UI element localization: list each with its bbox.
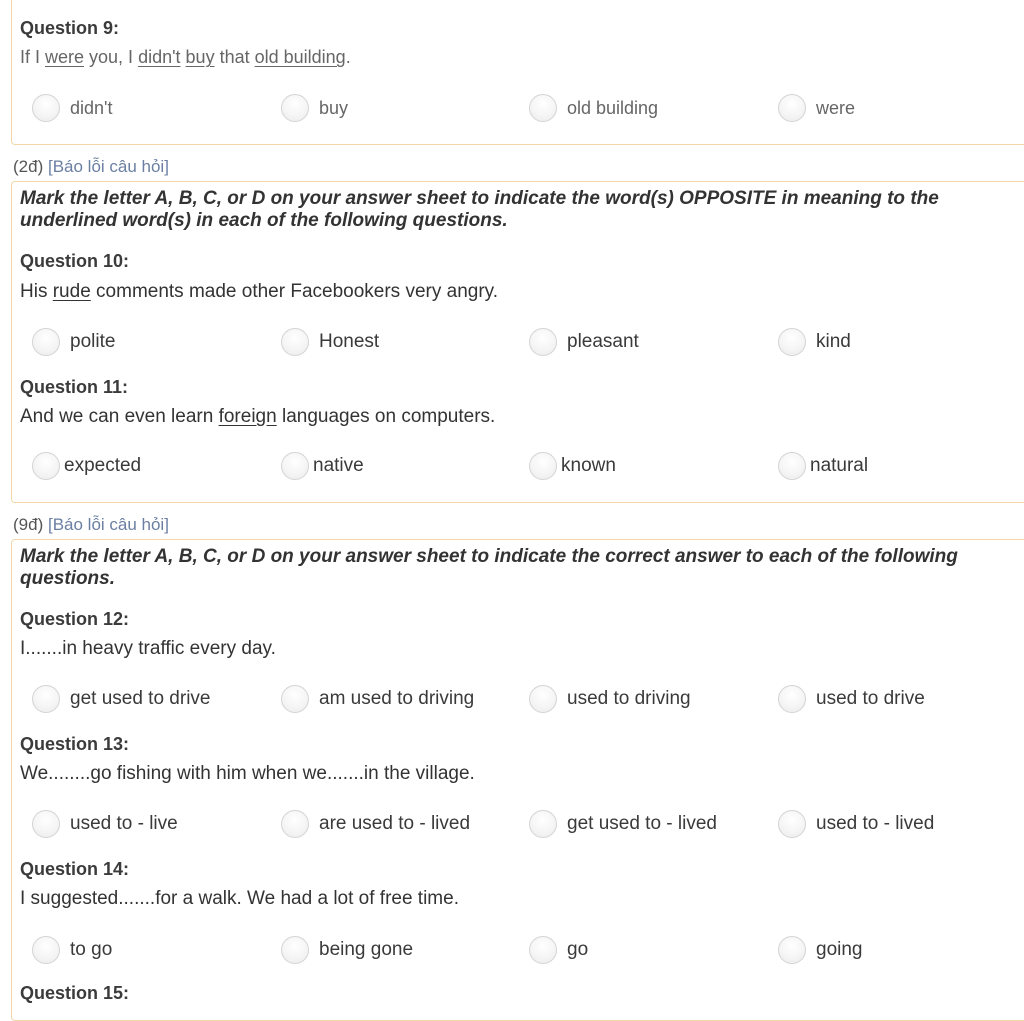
radio-button[interactable] (281, 452, 309, 480)
radio-button[interactable] (778, 94, 806, 122)
q12-option-b[interactable]: am used to driving (281, 685, 474, 713)
q12-option-a[interactable]: get used to drive (32, 685, 210, 713)
report-question-link[interactable]: [Báo lỗi câu hỏi] (47, 157, 169, 176)
q14-option-a[interactable]: to go (32, 936, 112, 964)
q10-option-d[interactable]: kind (778, 328, 851, 356)
q10-option-a[interactable]: polite (32, 328, 115, 356)
report-question-link[interactable]: [Báo lỗi câu hỏi] (47, 515, 169, 534)
radio-button[interactable] (529, 452, 557, 480)
q9-option-c[interactable]: old building (529, 94, 658, 122)
radio-button[interactable] (529, 94, 557, 122)
section-2-instruction: Mark the letter A, B, C, or D on your answer sheet to indicate the word(s) OPPOSITE in meaning to the underlined word(s) in each of the following questions. (20, 188, 939, 231)
question-10-title: Question 10: (20, 251, 130, 271)
radio-button[interactable] (281, 94, 309, 122)
q11-option-b[interactable]: native (281, 452, 364, 480)
q14-option-c[interactable]: go (529, 936, 588, 964)
q10-option-b[interactable]: Honest (281, 328, 379, 356)
radio-button[interactable] (32, 328, 60, 356)
radio-button[interactable] (778, 685, 806, 713)
q14-option-d[interactable]: going (778, 936, 863, 964)
radio-button[interactable] (529, 936, 557, 964)
question-13-title: Question 13: (20, 734, 130, 754)
question-11-text: And we can even learn foreign languages on computers. (20, 406, 496, 427)
section-points: (9đ) (13, 515, 44, 534)
question-panel-1 (11, 0, 1024, 145)
radio-button[interactable] (778, 810, 806, 838)
question-15-title: Question 15: (20, 983, 130, 1003)
q9-option-d[interactable]: were (778, 94, 855, 122)
radio-button[interactable] (32, 936, 60, 964)
radio-button[interactable] (281, 936, 309, 964)
section-points: (2đ) (13, 157, 44, 176)
q10-option-c[interactable]: pleasant (529, 328, 639, 356)
q11-option-c[interactable]: known (529, 452, 616, 480)
question-12-text: I.......in heavy traffic every day. (20, 638, 276, 659)
question-14-text: I suggested.......for a walk. We had a lot of free time. (20, 888, 459, 909)
radio-button[interactable] (778, 936, 806, 964)
q12-option-d[interactable]: used to drive (778, 685, 925, 713)
question-9-title: Question 9: (20, 18, 120, 38)
radio-button[interactable] (529, 685, 557, 713)
radio-button[interactable] (281, 685, 309, 713)
q13-option-c[interactable]: get used to - lived (529, 810, 717, 838)
radio-button[interactable] (32, 452, 60, 480)
radio-button[interactable] (778, 328, 806, 356)
radio-button[interactable] (32, 685, 60, 713)
section-3-instruction: Mark the letter A, B, C, or D on your answer sheet to indicate the correct answer to each of the following questions. (20, 546, 958, 589)
q14-option-b[interactable]: being gone (281, 936, 413, 964)
section-2-meta (13, 157, 169, 177)
question-11-title: Question 11: (20, 377, 129, 397)
question-10-text: His rude comments made other Facebookers very angry. (20, 281, 499, 302)
question-13-text: We........go fishing with him when we.......in the village. (20, 763, 475, 784)
question-12-title: Question 12: (20, 609, 130, 629)
q13-option-d[interactable]: used to - lived (778, 810, 934, 838)
radio-button[interactable] (529, 328, 557, 356)
q11-option-a[interactable]: expected (32, 452, 141, 480)
radio-button[interactable] (778, 452, 806, 480)
q13-option-b[interactable]: are used to - lived (281, 810, 470, 838)
radio-button[interactable] (281, 810, 309, 838)
section-3-meta (13, 515, 169, 535)
q12-option-c[interactable]: used to driving (529, 685, 691, 713)
radio-button[interactable] (529, 810, 557, 838)
radio-button[interactable] (32, 810, 60, 838)
q13-option-a[interactable]: used to - live (32, 810, 178, 838)
radio-button[interactable] (32, 94, 60, 122)
q9-option-b[interactable]: buy (281, 94, 348, 122)
question-14-title: Question 14: (20, 859, 130, 879)
question-9-text: If I were you, I didn't buy that old building. (20, 47, 351, 67)
q9-option-a[interactable]: didn't (32, 94, 112, 122)
q11-option-d[interactable]: natural (778, 452, 868, 480)
radio-button[interactable] (281, 328, 309, 356)
